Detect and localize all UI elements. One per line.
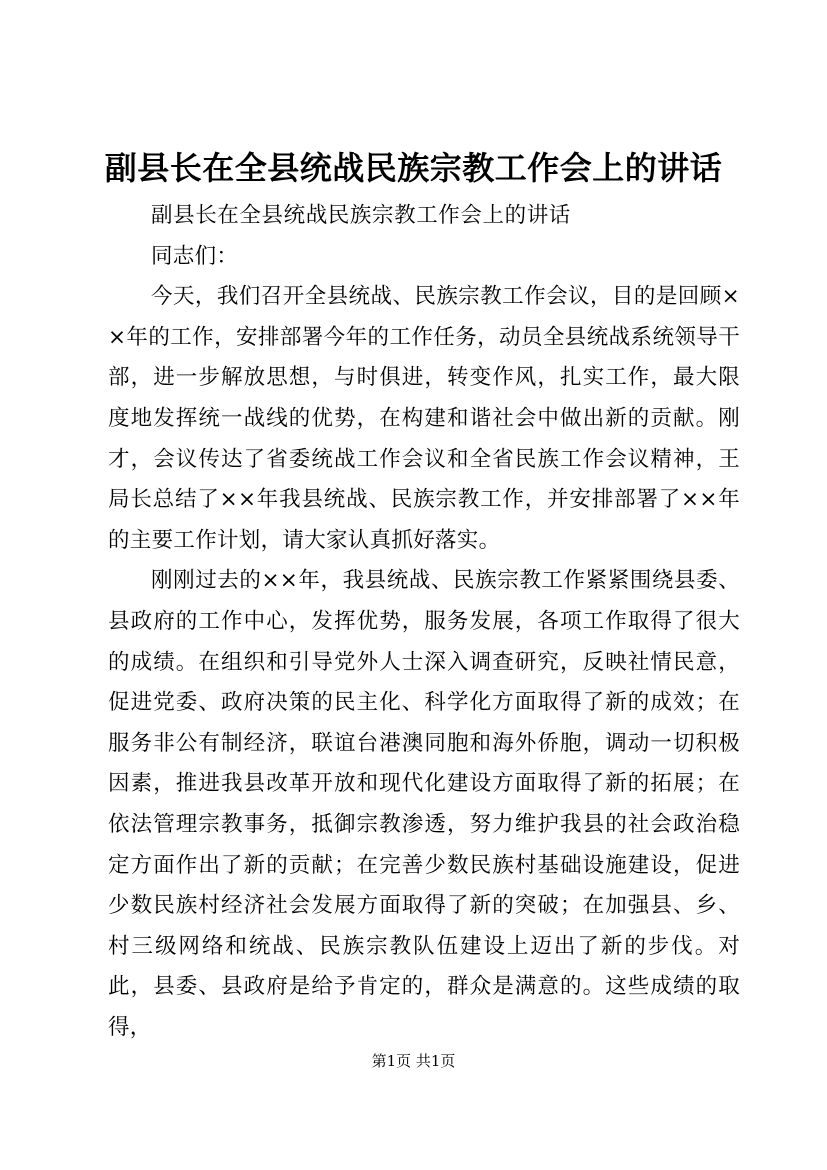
- document-title: 副县长在全县统战民族宗教工作会上的讲话: [104, 149, 723, 187]
- document-body: [108, 196, 740, 1048]
- paragraph-2: 刚刚过去的××年，我县统战、民族宗教工作紧紧围绕县委、县政府的工作中心，发挥优势，服务发展，各项工作取得了很大的成绩。在组织和引导党外人士深入调查研究，反映社情民意，促进党委、政府决策的民主化、科学化方面取得了新的成效；在服务非公有制经济，联谊台港澳同胞和海外侨胞，调动一切积极因素，推进我县改革开放和现代化建设方面取得了新的拓展；在依法管理宗教事务，抵御宗教渗透，努力维护我县的社会政治稳定方面作出了新的贡献；在完善少数民族村基础设施建设，促进少数民族村经济社会发展方面取得了新的突破；在加强县、乡、村三级网络和统战、民族宗教队伍建设上迈出了新的步伐。对此，县委、县政府是给予肯定的，群众是满意的。这些成绩的取得，: [108, 568, 740, 1040]
- subtitle: 副县长在全县统战民族宗教工作会上的讲话: [151, 203, 571, 228]
- page-footer: 第1页 共1页: [371, 1052, 456, 1070]
- paragraph-1: 今天，我们召开全县统战、民族宗教工作会议，目的是回顾××年的工作，安排部署今年的工作任务，动员全县统战系统领导干部，进一步解放思想，与时俱进，转变作风，扎实工作，最大限度地发挥统一战线的优势，在构建和谐社会中做出新的贡献。刚才，会议传达了省委统战工作会议和全省民族工作会议精神，王局长总结了××年我县统战、民族宗教工作，并安排部署了××年的主要工作计划，请大家认真抓好落实。: [108, 284, 740, 553]
- greeting: 同志们：: [151, 243, 239, 269]
